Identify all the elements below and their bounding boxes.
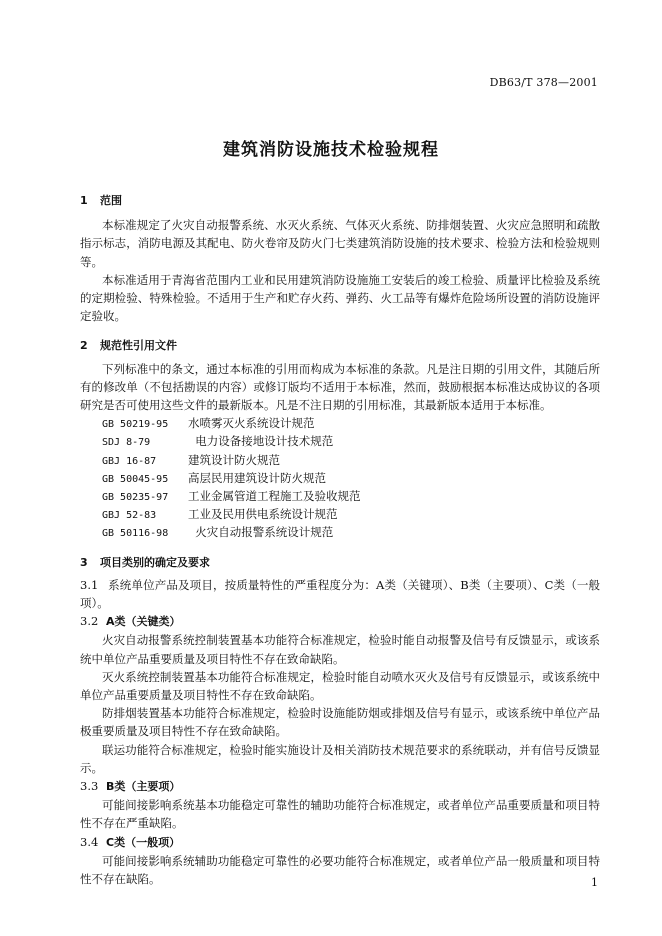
reference-code: GBJ 52-83 bbox=[102, 510, 157, 522]
clause-number: 3.4 bbox=[80, 834, 99, 849]
section-1-heading bbox=[80, 192, 600, 210]
section-2-heading bbox=[80, 337, 600, 355]
paragraph: 本标准规定了火灾自动报警系统、水灭火系统、气体灭火系统、防排烟装置、火灾应急照明和疏散指示标志，消防电源及其配电、防火卷帘及防火门七类建筑消防设施的技术要求、检验方法和检验规则等。 bbox=[80, 218, 600, 269]
clause-3-4-heading bbox=[80, 833, 600, 852]
standard-code: DB63/T 378—2001 bbox=[489, 76, 598, 89]
section-title: 规范性引用文件 bbox=[100, 339, 177, 353]
clause-text: 系统单位产品及项目，按质量特性的严重程度分为：A类（关键项）、B类（主要项）、C类（一般项）。 bbox=[80, 577, 600, 610]
reference-item bbox=[80, 523, 600, 541]
document-title: 建筑消防设施技术检验规程 bbox=[223, 140, 439, 160]
paragraph: 防排烟装置基本功能符合标准规定，检验时设施能防烟或排烟及信号有显示，或该系统中单位产品极重要质量及项目特性不存在致命缺陷。 bbox=[80, 706, 600, 739]
reference-name: 电力设备接地设计技术规范 bbox=[188, 434, 334, 449]
clause-title: C类（一般项） bbox=[106, 835, 181, 849]
reference-code: GB 50219-95 bbox=[102, 419, 169, 431]
paragraph: 灭火系统控制装置基本功能符合标准规定，检验时能自动喷水灭火及信号有反馈显示，或该系统中单位产品重要质量及项目特性不存在致命缺陷。 bbox=[80, 669, 600, 702]
reference-name: 工业金属管道工程施工及验收规范 bbox=[188, 488, 361, 503]
paragraph: 可能间接影响系统辅助功能稳定可靠性的必要功能符合标准规定，或者单位产品一般质量和项目特性不存在缺陷。 bbox=[80, 853, 600, 886]
clause-number: 3.3 bbox=[80, 778, 99, 793]
clause-number: 3.2 bbox=[80, 614, 99, 629]
paragraph: 联运功能符合标准规定，检验时能实施设计及相关消防技术规范要求的系统联动，并有信号反馈显示。 bbox=[80, 742, 600, 775]
clause-3-3-heading bbox=[80, 777, 600, 796]
paragraph: 可能间接影响系统基本功能稳定可靠性的辅助功能符合标准规定，或者单位产品重要质量和项目特性不存在严重缺陷。 bbox=[80, 798, 600, 831]
reference-code: GB 50045-95 bbox=[102, 473, 169, 485]
reference-code: SDJ 8-79 bbox=[102, 437, 151, 449]
section-number: 1 bbox=[80, 194, 88, 207]
page-number: 1 bbox=[591, 876, 598, 889]
reference-code: GB 50235-97 bbox=[102, 491, 169, 503]
paragraph: 下列标准中的条文，通过本标准的引用而构成为本标准的条款。凡是注日期的引用文件，其随后所有的修改单（不包括勘误的内容）或修订版均不适用于本标准，然而，鼓励根据本标准达成协议的各项研究是否可使用这些文件的最新版本。凡是不注日期的引用标准，其最新版本适用于本标准。 bbox=[80, 361, 600, 413]
section-number: 2 bbox=[80, 339, 88, 353]
clause-title: A类（关键类） bbox=[106, 615, 181, 629]
reference-name: 建筑设计防火规范 bbox=[188, 452, 280, 467]
clause-number: 3.1 bbox=[80, 577, 99, 592]
clause-3-1 bbox=[80, 576, 600, 612]
document-body bbox=[80, 192, 600, 888]
section-title: 项目类别的确定及要求 bbox=[100, 555, 210, 569]
section-title: 范围 bbox=[100, 194, 122, 207]
section-number: 3 bbox=[80, 555, 88, 569]
clause-title: B类（主要项） bbox=[106, 779, 181, 793]
reference-item bbox=[80, 432, 600, 450]
reference-name: 火灾自动报警系统设计规范 bbox=[188, 525, 334, 540]
paragraph: 火灾自动报警系统控制装置基本功能符合标准规定，检验时能自动报警及信号有反馈显示，或该系统中单位产品重要质量及项目特性不存在致命缺陷。 bbox=[80, 633, 600, 666]
reference-name: 水喷雾灭火系统设计规范 bbox=[188, 416, 315, 431]
reference-item bbox=[80, 469, 600, 487]
section-3-heading bbox=[80, 554, 600, 572]
clause-3-2-heading bbox=[80, 612, 600, 631]
reference-name: 工业及民用供电系统设计规范 bbox=[188, 507, 338, 522]
reference-code: GBJ 16-87 bbox=[102, 455, 157, 467]
reference-item bbox=[80, 487, 600, 505]
reference-item bbox=[80, 451, 600, 469]
reference-list bbox=[80, 414, 600, 541]
reference-code: GB 50116-98 bbox=[102, 528, 169, 540]
reference-item bbox=[80, 505, 600, 523]
reference-name: 高层民用建筑设计防火规范 bbox=[188, 470, 326, 485]
reference-item bbox=[80, 414, 600, 432]
paragraph: 本标准适用于青海省范围内工业和民用建筑消防设施施工安装后的竣工检验、质量评比检验及系统的定期检验、特殊检验。不适用于生产和贮存火药、弹药、火工品等有爆炸危险场所设置的消防设施评定验收。 bbox=[80, 272, 600, 324]
